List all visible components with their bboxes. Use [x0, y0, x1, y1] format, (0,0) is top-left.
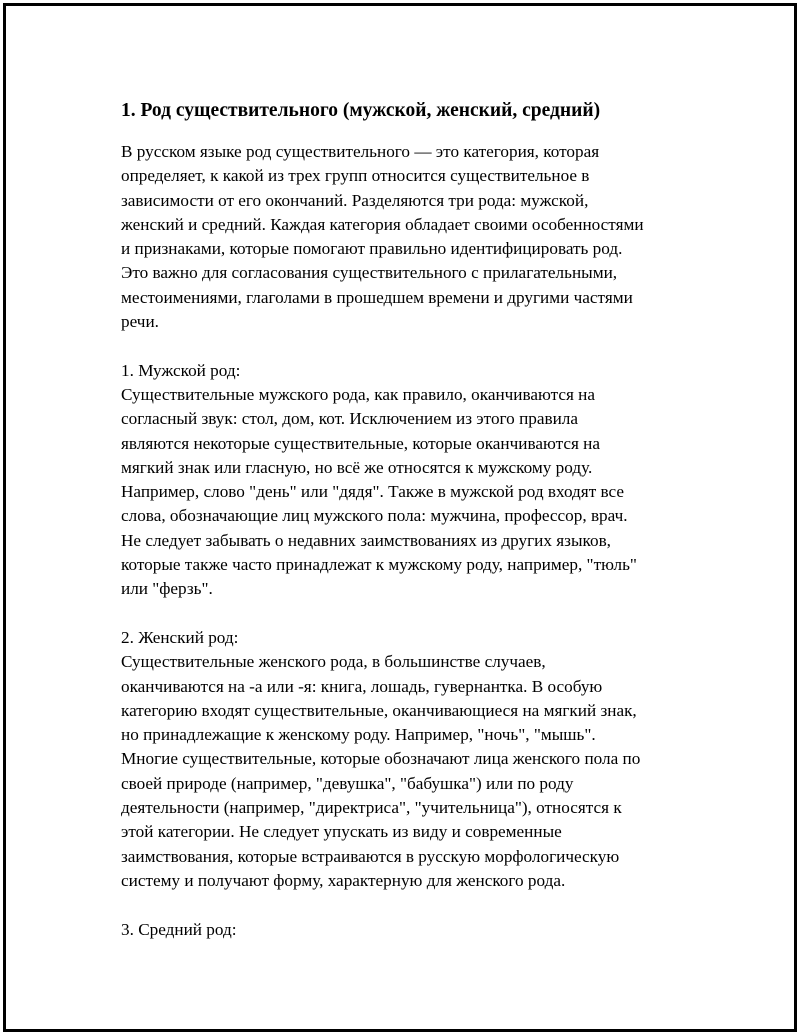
section-line: деятельности (например, "директриса", "учительница"), относятся к	[121, 798, 622, 818]
intro-line: зависимости от его окончаний. Разделяются три рода: мужской,	[121, 190, 589, 210]
section-line: систему и получают форму, характерную для женского рода.	[121, 870, 566, 890]
section-title: 3. Средний род:	[121, 919, 237, 939]
intro-paragraph	[121, 140, 711, 334]
section-masculine	[121, 359, 711, 602]
intro-line: местоимениями, глаголами в прошедшем времени и другими частями	[121, 287, 633, 307]
section-line: согласный звук: стол, дом, кот. Исключением из этого правила	[121, 409, 579, 429]
section-body	[121, 383, 711, 602]
section-line: но принадлежащие к женскому роду. Например, "ночь", "мышь".	[121, 725, 596, 745]
section-feminine	[121, 626, 711, 893]
section-line: являются некоторые существительные, которые оканчиваются на	[121, 433, 600, 453]
section-line: Многие существительные, которые обозначают лица женского пола по	[121, 749, 641, 769]
intro-line: В русском языке род существительного — это категория, которая	[121, 142, 600, 161]
section-line: заимствования, которые встраиваются в русскую морфологическую	[121, 846, 620, 866]
section-line: которые также часто принадлежат к мужскому роду, например, "тюль"	[121, 555, 637, 575]
section-line: категорию входят существительные, оканчивающиеся на мягкий знак,	[121, 700, 637, 720]
document-heading: 1. Род существительного (мужской, женский, средний)	[121, 100, 601, 121]
section-line: Например, слово "день" или "дядя". Также в мужской род входят все	[121, 482, 624, 502]
section-line: мягкий знак или гласную, но всё же относятся к мужскому роду.	[121, 457, 593, 477]
section-neuter	[121, 918, 711, 942]
intro-line: женский и средний. Каждая категория обладает своими особенностями	[121, 214, 644, 234]
section-title: 2. Женский род:	[121, 627, 239, 647]
section-line: своей природе (например, "девушка", "бабушка") или по роду	[121, 773, 574, 793]
section-line: или "ферзь".	[121, 579, 213, 599]
intro-line: речи.	[121, 312, 159, 332]
section-line: Не следует забывать о недавних заимствованиях из других языков,	[121, 530, 611, 550]
intro-line: определяет, к какой из трех групп относится существительное в	[121, 166, 590, 186]
section-title: 1. Мужской род:	[121, 360, 241, 380]
intro-line: Это важно для согласования существительного с прилагательными,	[121, 263, 618, 283]
section-body	[121, 650, 711, 893]
section-line: слова, обозначающие лиц мужского пола: мужчина, профессор, врач.	[121, 506, 628, 526]
document-body	[121, 98, 711, 942]
section-line: Существительные женского рода, в большинстве случаев,	[121, 652, 546, 672]
section-line: этой категории. Не следует упускать из виду и современные	[121, 822, 562, 842]
page-frame	[3, 3, 797, 1032]
section-line: Существительные мужского рода, как правило, оканчиваются на	[121, 384, 596, 404]
section-line: оканчиваются на -а или -я: книга, лошадь, гувернантка. В особую	[121, 676, 603, 696]
intro-line: и признаками, которые помогают правильно идентифицировать род.	[121, 239, 623, 259]
